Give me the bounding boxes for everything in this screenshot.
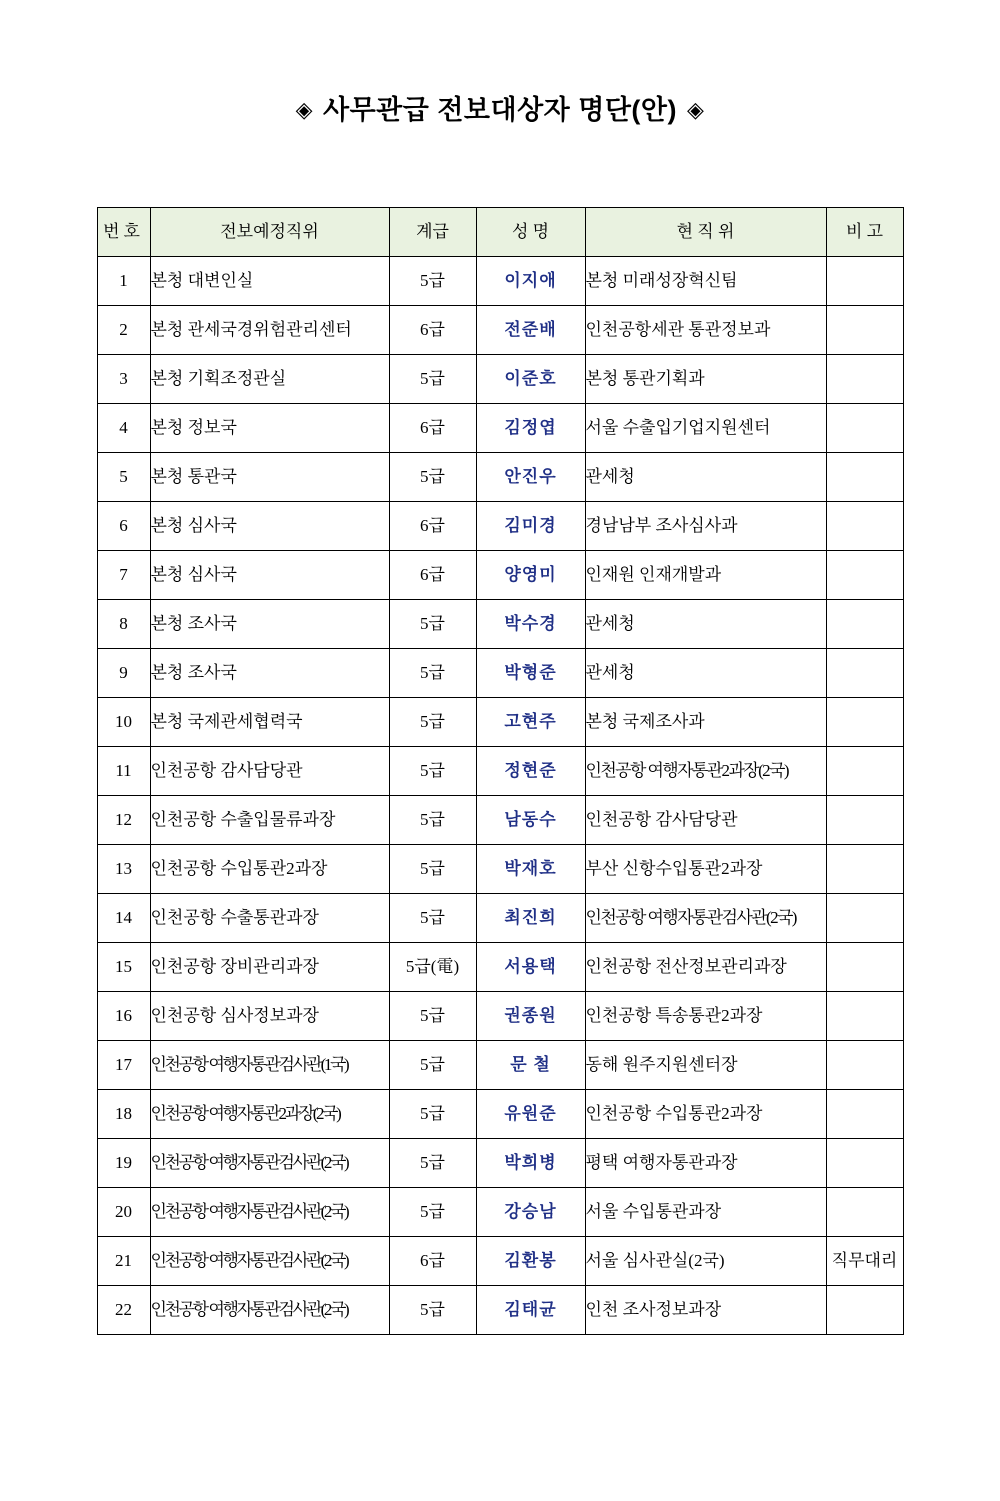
page-title-text: 사무관급 전보대상자 명단(안) bbox=[323, 95, 677, 125]
cell-current: 인천공항 여행자통관검사관(2국) bbox=[585, 894, 826, 943]
column-header-position: 전보예정직위 bbox=[150, 208, 389, 257]
cell-note bbox=[826, 1286, 903, 1335]
cell-no: 9 bbox=[97, 649, 150, 698]
transfer-roster-table bbox=[97, 207, 904, 1335]
cell-note bbox=[826, 551, 903, 600]
cell-note: 직무대리 bbox=[826, 1237, 903, 1286]
table-row bbox=[97, 1286, 903, 1335]
table-row bbox=[97, 698, 903, 747]
cell-note bbox=[826, 796, 903, 845]
diamond-left-icon: ◈ bbox=[295, 97, 313, 122]
cell-grade: 5급 bbox=[389, 1139, 476, 1188]
cell-name: 전준배 bbox=[476, 306, 585, 355]
table-row bbox=[97, 600, 903, 649]
cell-position: 본청 조사국 bbox=[150, 649, 389, 698]
cell-position: 인천공항 수입통관2과장 bbox=[150, 845, 389, 894]
cell-grade: 5급 bbox=[389, 1090, 476, 1139]
cell-current: 평택 여행자통관과장 bbox=[585, 1139, 826, 1188]
cell-position: 본청 정보국 bbox=[150, 404, 389, 453]
roster-table-container bbox=[0, 207, 1000, 1335]
table-row bbox=[97, 551, 903, 600]
cell-current: 인천공항 특송통관2과장 bbox=[585, 992, 826, 1041]
cell-note bbox=[826, 943, 903, 992]
cell-name: 김태균 bbox=[476, 1286, 585, 1335]
cell-note bbox=[826, 1090, 903, 1139]
cell-no: 3 bbox=[97, 355, 150, 404]
cell-name: 문 철 bbox=[476, 1041, 585, 1090]
cell-note bbox=[826, 355, 903, 404]
column-header-grade: 계급 bbox=[389, 208, 476, 257]
table-row bbox=[97, 747, 903, 796]
table-header bbox=[97, 208, 903, 257]
table-row bbox=[97, 796, 903, 845]
cell-name: 서용택 bbox=[476, 943, 585, 992]
cell-name: 권종원 bbox=[476, 992, 585, 1041]
table-row bbox=[97, 1041, 903, 1090]
cell-no: 8 bbox=[97, 600, 150, 649]
table-row bbox=[97, 1139, 903, 1188]
cell-no: 6 bbox=[97, 502, 150, 551]
cell-no: 18 bbox=[97, 1090, 150, 1139]
cell-name: 유원준 bbox=[476, 1090, 585, 1139]
cell-no: 2 bbox=[97, 306, 150, 355]
cell-grade: 5급 bbox=[389, 1041, 476, 1090]
cell-position: 본청 심사국 bbox=[150, 551, 389, 600]
table-row bbox=[97, 502, 903, 551]
cell-name: 박재호 bbox=[476, 845, 585, 894]
document-page bbox=[0, 88, 1000, 1501]
table-header-row bbox=[97, 208, 903, 257]
cell-name: 정현준 bbox=[476, 747, 585, 796]
cell-no: 22 bbox=[97, 1286, 150, 1335]
cell-no: 20 bbox=[97, 1188, 150, 1237]
cell-current: 인천 조사정보과장 bbox=[585, 1286, 826, 1335]
cell-current: 관세청 bbox=[585, 649, 826, 698]
cell-note bbox=[826, 992, 903, 1041]
cell-grade: 5급(電) bbox=[389, 943, 476, 992]
cell-name: 최진희 bbox=[476, 894, 585, 943]
table-row bbox=[97, 404, 903, 453]
cell-name: 김환봉 bbox=[476, 1237, 585, 1286]
table-row bbox=[97, 1090, 903, 1139]
cell-note bbox=[826, 649, 903, 698]
table-row bbox=[97, 943, 903, 992]
cell-no: 15 bbox=[97, 943, 150, 992]
cell-note bbox=[826, 306, 903, 355]
cell-position: 본청 관세국경위험관리센터 bbox=[150, 306, 389, 355]
cell-name: 박형준 bbox=[476, 649, 585, 698]
cell-note bbox=[826, 1188, 903, 1237]
cell-grade: 5급 bbox=[389, 747, 476, 796]
cell-no: 14 bbox=[97, 894, 150, 943]
cell-grade: 5급 bbox=[389, 600, 476, 649]
cell-current: 본청 국제조사과 bbox=[585, 698, 826, 747]
cell-no: 11 bbox=[97, 747, 150, 796]
cell-name: 김미경 bbox=[476, 502, 585, 551]
cell-position: 본청 대변인실 bbox=[150, 257, 389, 306]
cell-name: 양영미 bbox=[476, 551, 585, 600]
cell-no: 1 bbox=[97, 257, 150, 306]
cell-grade: 5급 bbox=[389, 453, 476, 502]
cell-grade: 5급 bbox=[389, 355, 476, 404]
cell-current: 동해 원주지원센터장 bbox=[585, 1041, 826, 1090]
cell-name: 고현주 bbox=[476, 698, 585, 747]
cell-no: 5 bbox=[97, 453, 150, 502]
cell-note bbox=[826, 1041, 903, 1090]
cell-name: 이준호 bbox=[476, 355, 585, 404]
table-row bbox=[97, 894, 903, 943]
cell-note bbox=[826, 257, 903, 306]
cell-current: 관세청 bbox=[585, 453, 826, 502]
cell-grade: 5급 bbox=[389, 257, 476, 306]
cell-current: 인천공항 여행자통관2과장(2국) bbox=[585, 747, 826, 796]
cell-position: 본청 통관국 bbox=[150, 453, 389, 502]
column-header-name: 성 명 bbox=[476, 208, 585, 257]
cell-grade: 5급 bbox=[389, 796, 476, 845]
cell-no: 21 bbox=[97, 1237, 150, 1286]
cell-no: 17 bbox=[97, 1041, 150, 1090]
table-row bbox=[97, 306, 903, 355]
cell-name: 김정엽 bbox=[476, 404, 585, 453]
cell-position: 인천공항 여행자통관검사관(2국) bbox=[150, 1286, 389, 1335]
cell-position: 인천공항 장비관리과장 bbox=[150, 943, 389, 992]
cell-current: 인천공항 감사담당관 bbox=[585, 796, 826, 845]
cell-current: 인천공항 수입통관2과장 bbox=[585, 1090, 826, 1139]
cell-no: 12 bbox=[97, 796, 150, 845]
cell-no: 10 bbox=[97, 698, 150, 747]
cell-name: 남동수 bbox=[476, 796, 585, 845]
cell-grade: 6급 bbox=[389, 404, 476, 453]
cell-current: 서울 심사관실(2국) bbox=[585, 1237, 826, 1286]
cell-position: 인천공항 여행자통관검사관(2국) bbox=[150, 1237, 389, 1286]
table-row bbox=[97, 453, 903, 502]
column-header-current: 현 직 위 bbox=[585, 208, 826, 257]
cell-current: 서울 수출입기업지원센터 bbox=[585, 404, 826, 453]
table-row bbox=[97, 1188, 903, 1237]
table-row bbox=[97, 355, 903, 404]
table-row bbox=[97, 845, 903, 894]
cell-note bbox=[826, 600, 903, 649]
cell-position: 인천공항 수출통관과장 bbox=[150, 894, 389, 943]
cell-position: 인천공항 감사담당관 bbox=[150, 747, 389, 796]
page-title bbox=[0, 88, 1000, 127]
cell-name: 강승남 bbox=[476, 1188, 585, 1237]
cell-position: 인천공항 여행자통관검사관(1국) bbox=[150, 1041, 389, 1090]
cell-current: 인재원 인재개발과 bbox=[585, 551, 826, 600]
cell-position: 본청 심사국 bbox=[150, 502, 389, 551]
cell-position: 본청 조사국 bbox=[150, 600, 389, 649]
cell-no: 19 bbox=[97, 1139, 150, 1188]
cell-no: 4 bbox=[97, 404, 150, 453]
cell-grade: 5급 bbox=[389, 992, 476, 1041]
cell-note bbox=[826, 747, 903, 796]
cell-grade: 5급 bbox=[389, 894, 476, 943]
table-body bbox=[97, 257, 903, 1335]
cell-current: 서울 수입통관과장 bbox=[585, 1188, 826, 1237]
cell-position: 본청 국제관세협력국 bbox=[150, 698, 389, 747]
cell-name: 박수경 bbox=[476, 600, 585, 649]
cell-current: 인천공항 전산정보관리과장 bbox=[585, 943, 826, 992]
cell-note bbox=[826, 698, 903, 747]
cell-position: 본청 기획조정관실 bbox=[150, 355, 389, 404]
cell-no: 16 bbox=[97, 992, 150, 1041]
cell-no: 13 bbox=[97, 845, 150, 894]
cell-grade: 6급 bbox=[389, 551, 476, 600]
cell-current: 본청 미래성장혁신팀 bbox=[585, 257, 826, 306]
cell-note bbox=[826, 845, 903, 894]
cell-current: 인천공항세관 통관정보과 bbox=[585, 306, 826, 355]
cell-position: 인천공항 여행자통관2과장(2국) bbox=[150, 1090, 389, 1139]
column-header-no: 번호 bbox=[97, 208, 150, 257]
cell-grade: 5급 bbox=[389, 1286, 476, 1335]
table-row bbox=[97, 992, 903, 1041]
cell-name: 안진우 bbox=[476, 453, 585, 502]
cell-current: 관세청 bbox=[585, 600, 826, 649]
cell-note bbox=[826, 1139, 903, 1188]
cell-current: 부산 신항수입통관2과장 bbox=[585, 845, 826, 894]
cell-name: 박희병 bbox=[476, 1139, 585, 1188]
cell-note bbox=[826, 404, 903, 453]
cell-grade: 5급 bbox=[389, 649, 476, 698]
diamond-right-icon: ◈ bbox=[686, 97, 705, 122]
cell-grade: 6급 bbox=[389, 502, 476, 551]
cell-note bbox=[826, 894, 903, 943]
cell-grade: 5급 bbox=[389, 1188, 476, 1237]
table-row bbox=[97, 257, 903, 306]
cell-position: 인천공항 여행자통관검사관(2국) bbox=[150, 1139, 389, 1188]
cell-position: 인천공항 수출입물류과장 bbox=[150, 796, 389, 845]
cell-grade: 5급 bbox=[389, 698, 476, 747]
cell-grade: 6급 bbox=[389, 306, 476, 355]
cell-position: 인천공항 심사정보과장 bbox=[150, 992, 389, 1041]
cell-current: 경남남부 조사심사과 bbox=[585, 502, 826, 551]
cell-name: 이지애 bbox=[476, 257, 585, 306]
cell-position: 인천공항 여행자통관검사관(2국) bbox=[150, 1188, 389, 1237]
table-row bbox=[97, 649, 903, 698]
table-row bbox=[97, 1237, 903, 1286]
cell-grade: 5급 bbox=[389, 845, 476, 894]
cell-note bbox=[826, 453, 903, 502]
cell-grade: 6급 bbox=[389, 1237, 476, 1286]
cell-current: 본청 통관기획과 bbox=[585, 355, 826, 404]
cell-note bbox=[826, 502, 903, 551]
column-header-note: 비 고 bbox=[826, 208, 903, 257]
cell-no: 7 bbox=[97, 551, 150, 600]
